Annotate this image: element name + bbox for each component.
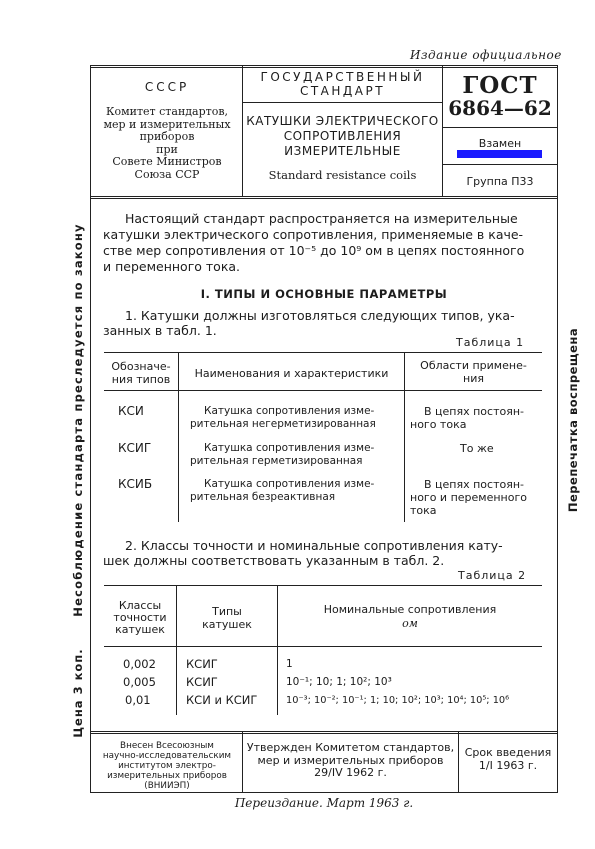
type-area: [410, 478, 544, 517]
subject-title: [243, 114, 442, 159]
committee-line: при: [156, 142, 178, 156]
redaction-mark: [457, 150, 542, 158]
table1-header-areas: [405, 359, 542, 385]
accuracy-class: 0,005: [123, 675, 156, 689]
introduced-by-line: научно-исследовательским: [102, 751, 232, 761]
footer-top-border-inner: [90, 733, 558, 734]
intro-line: Настоящий стандарт распространяется на измерительные: [125, 211, 518, 226]
margin-reprint-note: Перепечатка воспрещена: [566, 327, 580, 513]
table1-header-designation-line: Обозначе-: [111, 360, 171, 373]
gost-label: ГОСТ: [462, 72, 538, 99]
table2-top-border: [104, 585, 542, 586]
intro-line: катушки электрического сопротивления, применяемые в каче-: [103, 227, 524, 242]
table1-top-border: [104, 352, 542, 353]
type-description: [190, 442, 402, 468]
type-description-line: рительная безреактивная: [190, 491, 336, 503]
coil-type: КСИГ: [186, 675, 218, 689]
gost-number: 6864—62: [448, 96, 552, 120]
margin-legal-note: Несоблюдение стандарта преследуется по закону: [71, 223, 85, 617]
table1-caption: Таблица 1: [456, 336, 525, 349]
introduced-by-line: измерительных приборов: [107, 771, 227, 781]
section-heading: I. ТИПЫ И ОСНОВНЫЕ ПАРАМЕТРЫ: [200, 287, 448, 301]
header-bottom-border-inner: [90, 198, 558, 199]
approved-by-line: 29/IV 1962 г.: [314, 766, 387, 779]
type-description: [190, 478, 402, 504]
type-area-line: ного тока: [410, 418, 467, 431]
introduced-by-line: институтом электро-: [118, 761, 216, 771]
header-title-underline: [242, 102, 442, 103]
group-box-divider: [442, 164, 557, 165]
reissue-label: Переиздание. Март 1963 г.: [234, 796, 414, 810]
table2-header-nominal: Номинальные сопротивления: [323, 603, 497, 616]
approved-by-line: мер и измерительных приборов: [257, 753, 444, 767]
group-label: Группа П33: [466, 175, 534, 188]
type-description: [190, 405, 402, 431]
table1-row: [104, 405, 542, 445]
english-title: Standard resistance coils: [268, 168, 417, 182]
table1-header-areas-line: ния: [463, 372, 484, 385]
intro-line: и переменного тока.: [103, 259, 240, 274]
table1-row: [104, 478, 542, 520]
committee-line: Союза ССР: [134, 167, 200, 181]
table2-header-classes-line: катушек: [115, 623, 165, 636]
subject-title-line: СОПРОТИВЛЕНИЯ: [283, 129, 402, 143]
subject-title-line: КАТУШКИ ЭЛЕКТРИЧЕСКОГО: [246, 114, 439, 128]
table1-row: [104, 442, 542, 477]
committee-line: Комитет стандартов,: [105, 105, 229, 118]
approved-by-line: Утвержден Комитетом стандартов,: [246, 741, 455, 754]
effective-date-line: 1/I 1963 г.: [478, 759, 538, 772]
type-description-line: рительная негерметизированная: [190, 418, 376, 430]
table2-header-unit: ом: [402, 617, 418, 630]
table1-header-name: Наименования и характеристики: [194, 367, 389, 380]
header-bottom-border: [90, 196, 558, 197]
table2-header-types-line: катушек: [202, 618, 252, 631]
table1-header-border: [104, 390, 542, 391]
table2-header-border: [104, 646, 542, 647]
committee-line: мер и измерительных: [103, 117, 231, 131]
country-label: СССР: [144, 80, 190, 94]
type-description-line: Катушка сопротивления изме-: [204, 442, 375, 454]
intro-paragraph: [103, 211, 543, 275]
table2-row: [104, 676, 542, 692]
type-code: КСИ: [118, 404, 144, 418]
frame-top-border: [90, 65, 558, 66]
effective-date: [459, 746, 557, 772]
type-area-line: То же: [460, 442, 494, 455]
paragraph-2-line: 2. Классы точности и номинальные сопротивления кату-: [125, 538, 503, 553]
type-code: КСИГ: [118, 441, 152, 455]
type-area: [410, 405, 544, 431]
committee-line: приборов: [139, 130, 195, 143]
table2-header-classes-line: Классы: [118, 599, 162, 612]
nominal-values: 10⁻³; 10⁻²; 10⁻¹; 1; 10; 10²; 10³; 10⁴; 10⁵; 10⁶: [286, 695, 510, 706]
type-area-line: тока: [410, 504, 437, 517]
paragraph-1-line: 1. Катушки должны изготовляться следующих типов, ука-: [125, 308, 515, 323]
replaces-label: Взамен: [478, 137, 522, 150]
committee-block: [92, 106, 242, 181]
coil-type: КСИГ: [186, 657, 218, 671]
margin-price: Цена 3 коп.: [71, 648, 85, 738]
table1-header-areas-line: Области примене-: [420, 359, 527, 372]
edition-label: Издание официальное: [410, 48, 562, 62]
accuracy-class: 0,01: [125, 693, 151, 707]
frame-left-border: [90, 65, 91, 793]
type-area-line: В цепях постоян-: [424, 478, 524, 491]
table1-header-designation-line: ния типов: [111, 373, 171, 386]
introduced-by-line: (ВНИИЭП): [144, 781, 190, 791]
table2-row: [104, 694, 542, 710]
approved-by: [243, 742, 458, 780]
type-area-line: ного и переменного: [410, 491, 527, 504]
type-description-line: рительная герметизированная: [190, 455, 363, 467]
standard-title: [243, 70, 442, 98]
table2-header-types-line: Типы: [212, 605, 242, 618]
introduced-by-line: Внесен Всесоюзным: [120, 741, 214, 751]
table2-row: [104, 658, 542, 674]
type-description-line: Катушка сопротивления изме-: [204, 405, 375, 417]
table2-header-types: [177, 605, 277, 631]
paragraph-2-line: шек должны соответствовать указанным в табл. 2.: [103, 553, 445, 568]
type-description-line: Катушка сопротивления изме-: [204, 478, 375, 490]
nominal-values: 1: [286, 658, 293, 670]
paragraph-1-line: занных в табл. 1.: [103, 323, 217, 338]
table2-header-classes-line: точности: [113, 611, 167, 624]
type-code: КСИБ: [118, 477, 153, 491]
paragraph-1: [103, 308, 543, 338]
footer-top-border: [90, 731, 558, 732]
nominal-values: 10⁻¹; 10; 1; 10²; 10³: [286, 676, 392, 688]
paragraph-2: [103, 538, 543, 568]
intro-line: стве мер сопротивления от 10⁻⁵ до 10⁹ ом в цепях постоянного: [103, 243, 525, 258]
coil-type: КСИ и КСИГ: [186, 693, 258, 707]
accuracy-class: 0,002: [123, 657, 156, 671]
standard-title-line: СТАНДАРТ: [299, 84, 386, 98]
table2-caption: Таблица 2: [458, 569, 527, 582]
committee-line: Совете Министров: [112, 155, 222, 168]
type-area: [410, 442, 544, 455]
introduced-by: [92, 741, 242, 791]
table2-header-classes: [104, 600, 176, 636]
standard-title-line: ГОСУДАРСТВЕННЫЙ: [260, 70, 425, 84]
subject-title-line: ИЗМЕРИТЕЛЬНЫЕ: [284, 144, 401, 158]
gost-box-divider: [442, 127, 557, 128]
frame-right-border: [557, 65, 558, 793]
table1-header-designation: [104, 360, 178, 386]
type-area-line: В цепях постоян-: [424, 405, 524, 418]
effective-date-line: Срок введения: [464, 746, 552, 759]
frame-bottom-border: [90, 792, 558, 793]
frame-top-border-inner: [90, 67, 558, 68]
